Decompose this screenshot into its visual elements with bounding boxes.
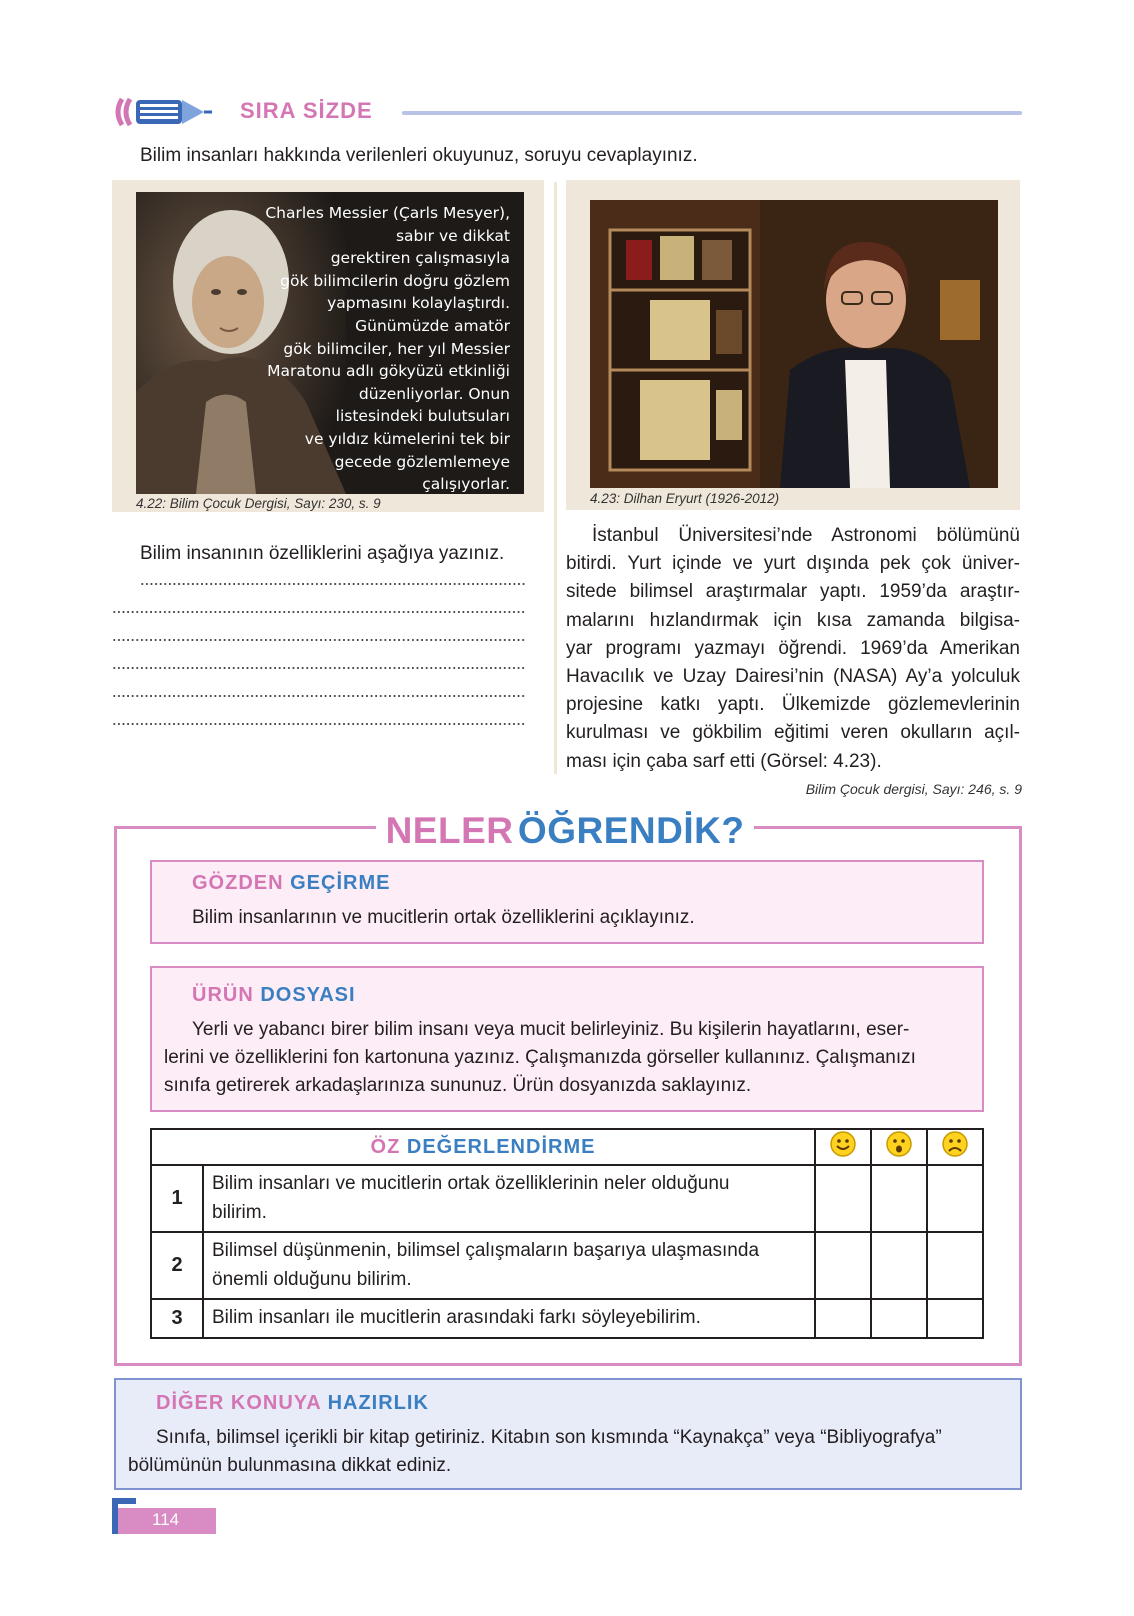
row-description: Bilim insanları ile mucitlerin arasındaki farkı söyleyebilirim. bbox=[203, 1299, 815, 1338]
bio-line: projesine katkı yaptı. Ülkemizde gözlemevlerinin bbox=[566, 694, 1020, 716]
messier-line: yapmasını kolaylaştırdı. bbox=[327, 294, 510, 313]
sad-face-icon bbox=[941, 1130, 969, 1158]
row-number: 2 bbox=[151, 1232, 203, 1299]
diger-konuya-hazirlik-title: DİĞER KONUYA HAZIRLIK bbox=[156, 1392, 429, 1414]
messier-line: gerektiren çalışmasıyla bbox=[330, 249, 510, 268]
urun-dosyasi-line: Yerli ve yabancı birer bilim insanı veya mucit belirleyiniz. Bu kişilerin hayatlarını, eser- bbox=[192, 1019, 910, 1040]
diger-line: Sınıfa, bilimsel içerikli bir kitap getiriniz. Kitabın son kısmında “Kaynakça” veya “Bibliyografya” bbox=[156, 1427, 942, 1448]
sad-face-header bbox=[927, 1129, 983, 1165]
messier-line: Charles Messier (Çarls Mesyer), bbox=[265, 204, 510, 222]
urun-dosyasi-line: lerini ve özelliklerini fon kartonuna yazınız. Çalışmanızda görseller kullanınız. Çalışmanızı bbox=[164, 1047, 916, 1068]
bio-source: Bilim Çocuk dergisi, Sayı: 246, s. 9 bbox=[805, 781, 1022, 797]
messier-panel bbox=[112, 180, 544, 512]
answer-line-5[interactable] bbox=[112, 695, 525, 697]
table-row bbox=[151, 1299, 983, 1338]
row-description: Bilim insanları ve mucitlerin ortak özelliklerinin neler olduğunu bilirim. bbox=[203, 1165, 815, 1232]
diger-line: bölümünün bulunmasına dikkat ediniz. bbox=[128, 1455, 452, 1476]
page-number: 114 bbox=[152, 1510, 180, 1529]
rating-cell-surprised[interactable] bbox=[871, 1299, 927, 1338]
messier-line: listesindeki bulutsuları bbox=[335, 407, 510, 426]
messier-line: Günümüzde amatör bbox=[355, 316, 510, 335]
diger-konuya-hazirlik-box bbox=[114, 1378, 1022, 1490]
bio-line: sitede bilimsel araştırmalar yaptı. 1959’da araştır- bbox=[566, 581, 1020, 603]
messier-description bbox=[220, 202, 510, 494]
rating-cell-happy[interactable] bbox=[815, 1299, 871, 1338]
bio-line: malarını hızlandırmak için kısa zamanda bilgisa- bbox=[566, 609, 1020, 631]
bio-line: yar programı yazmayı öğrendi. 1969’da Amerikan bbox=[566, 637, 1020, 659]
messier-line: çalışıyorlar. bbox=[422, 475, 510, 494]
messier-line: sabır ve dikkat bbox=[395, 226, 510, 245]
eryurt-biography bbox=[566, 522, 1020, 776]
rating-cell-happy[interactable] bbox=[815, 1232, 871, 1299]
write-prompt: Bilim insanının özelliklerini aşağıya yazınız. bbox=[140, 543, 505, 564]
figure-caption-4-22: 4.22: Bilim Çocuk Dergisi, Sayı: 230, s. 9 bbox=[136, 496, 381, 511]
bio-line: bitirdi. Yurt içinde ve yurt dışında pek çok üniver- bbox=[566, 553, 1020, 575]
surprised-face-icon bbox=[885, 1130, 913, 1158]
messier-line: gök bilimcilerin doğru gözlem bbox=[280, 271, 510, 290]
row-description: Bilimsel düşünmenin, bilimsel çalışmaların başarıya ulaşmasında önemli olduğunu bilirim. bbox=[203, 1232, 815, 1299]
bio-line: Havacılık ve Uzay Dairesi’nin (NASA) Ay’a yolculuk bbox=[566, 666, 1020, 688]
page-number-corner bbox=[112, 1498, 136, 1534]
bio-line: İstanbul Üniversitesi’nde Astronomi bölümünü bbox=[592, 525, 1020, 546]
eryurt-panel bbox=[566, 180, 1020, 510]
oz-degerlendirme-table bbox=[150, 1128, 984, 1339]
happy-face-icon bbox=[829, 1130, 857, 1158]
row-number: 1 bbox=[151, 1165, 203, 1232]
rating-cell-sad[interactable] bbox=[927, 1299, 983, 1338]
oz-degerlendirme-title: ÖZ DEĞERLENDİRME bbox=[151, 1129, 815, 1165]
bio-line: ması için çaba sarf etti (Görsel: 4.23). bbox=[566, 750, 882, 772]
title-part-ogrendik: ÖĞRENDİK? bbox=[517, 810, 745, 851]
answer-line-1[interactable] bbox=[140, 583, 525, 585]
bio-line: kurulması ve gökbilim eğitimi veren okulların açıl- bbox=[566, 722, 1020, 744]
column-divider bbox=[554, 182, 557, 774]
title-part-neler: NELER bbox=[385, 810, 514, 851]
messier-line: düzenliyorlar. Onun bbox=[358, 384, 510, 403]
messier-line: gök bilimciler, her yıl Messier bbox=[283, 339, 510, 358]
urun-dosyasi-title: ÜRÜN DOSYASI bbox=[192, 984, 356, 1006]
gozden-gecirme-box bbox=[150, 860, 984, 944]
table-row bbox=[151, 1232, 983, 1299]
pencil-icon bbox=[112, 95, 212, 129]
messier-line: ve yıldız kümelerini tek bir bbox=[304, 429, 510, 448]
rating-cell-happy[interactable] bbox=[815, 1165, 871, 1232]
surprised-face-header bbox=[871, 1129, 927, 1165]
rating-cell-sad[interactable] bbox=[927, 1165, 983, 1232]
rating-cell-surprised[interactable] bbox=[871, 1165, 927, 1232]
answer-line-3[interactable] bbox=[112, 639, 525, 641]
dilhan-eryurt-photo bbox=[590, 200, 998, 488]
urun-dosyasi-line: sınıfa getirerek arkadaşlarınıza sununuz. Ürün dosyanızda saklayınız. bbox=[164, 1075, 752, 1096]
gozden-gecirme-title: GÖZDEN GEÇİRME bbox=[192, 872, 391, 894]
answer-line-4[interactable] bbox=[112, 667, 525, 669]
happy-face-header bbox=[815, 1129, 871, 1165]
messier-line: Maratonu adlı gökyüzü etkinliği bbox=[267, 362, 510, 381]
header-rule bbox=[402, 111, 1022, 115]
urun-dosyasi-box bbox=[150, 966, 984, 1112]
messier-line: gecede gözlemlemeye bbox=[334, 452, 510, 471]
section-title-sira-sizde: SIRA SİZDE bbox=[240, 98, 373, 123]
instruction-text: Bilim insanları hakkında verilenleri okuyunuz, soruyu cevaplayınız. bbox=[140, 145, 698, 166]
rating-cell-surprised[interactable] bbox=[871, 1232, 927, 1299]
answer-line-6[interactable] bbox=[112, 723, 525, 725]
answer-line-2[interactable] bbox=[112, 611, 525, 613]
messier-info-box bbox=[136, 192, 524, 494]
figure-caption-4-23: 4.23: Dilhan Eryurt (1926-2012) bbox=[590, 491, 780, 506]
row-number: 3 bbox=[151, 1299, 203, 1338]
table-row bbox=[151, 1165, 983, 1232]
gozden-gecirme-text: Bilim insanlarının ve mucitlerin ortak özelliklerini açıklayınız. bbox=[192, 907, 695, 928]
neler-ogrendik-title bbox=[376, 808, 754, 854]
rating-cell-sad[interactable] bbox=[927, 1232, 983, 1299]
